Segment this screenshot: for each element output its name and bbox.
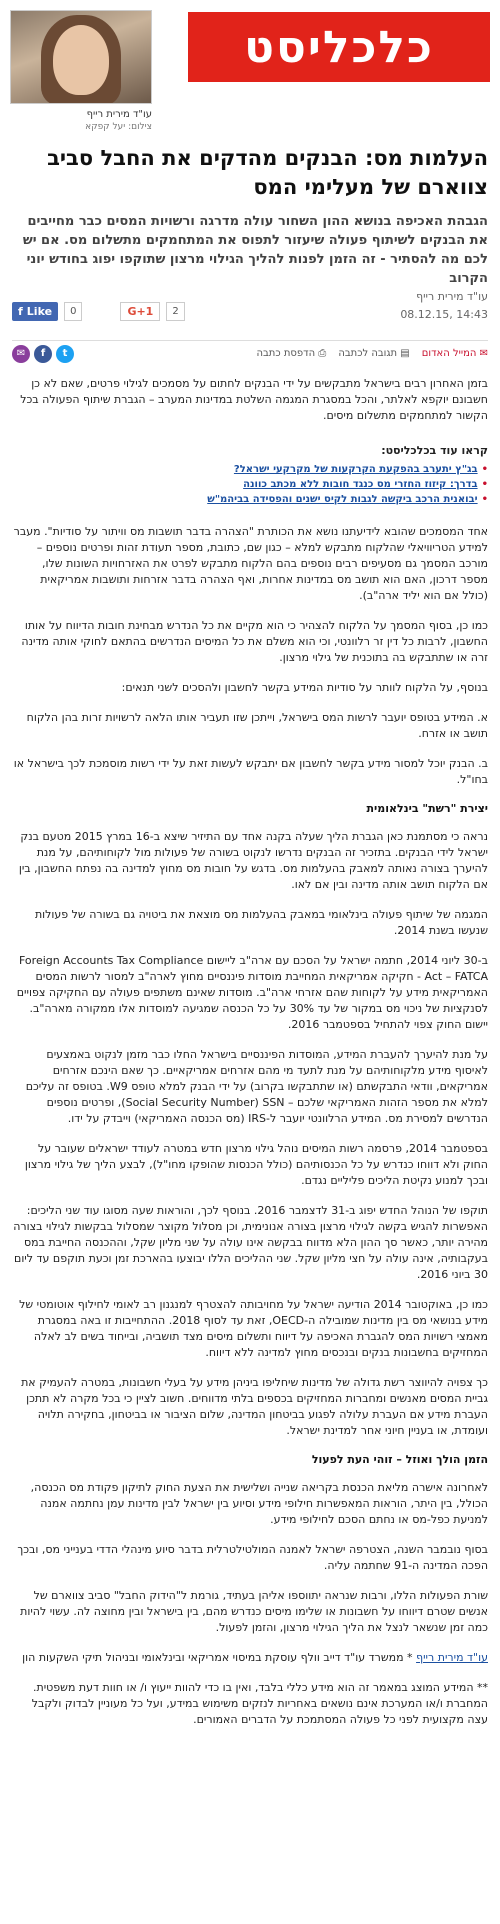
article-toolbar xyxy=(12,340,488,366)
facebook-like-button[interactable] xyxy=(12,302,58,321)
author-note xyxy=(12,1650,488,1666)
paragraph: על מנת להיערך להעברת המידע, המוסדות הפיננסיים בישראל החלו כבר מזמן לנקוט באמצעים לאיסוף מידע מלקוחותיהם על מנת לתעד מי מהם אזרחים אמריקאיים. כך שאם הינכם אזרחים אמריקאים, וודאי התבקשתם (או שתתבקשו בקרוב) על ידי הבנק למלא טופס W9. בטופס זה עליכם למלא את מספר הזהות האמריקאי שלכם – Social Security Number) SSN), ופרטים נוספים הנדרשים למסירת מס. המידע הרלוונטי יועבר ל-IRS (מס הכנסה האמריקאי) וייבדק על ידו. xyxy=(25,1048,488,1125)
paragraph: בספטמבר 2014, פרסמה רשות המיסים נוהל גילוי מרצון חדש במטרה לעודד ישראלים שעובר על החוק ולא דווחו כנדרש על כל הכנסותיהם (כולל הכנסות שהופקו מחו"ל), לבצע הליך של גילוי מרצון ובכך למנוע נקיטת הליכים פליליים נגדם. xyxy=(24,1142,488,1187)
paragraph: בסוף נובמבר השנה, הצטרפה ישראל לאמנה המולטילטרלית בדבר סיוע מינהלי הדדי בענייני מס, ובכך הפכה המדינה ה-91 שחתמה עליה. xyxy=(17,1543,488,1572)
author-photo-face xyxy=(53,25,109,95)
paragraph: לאחרונה אישרה מליאת הכנסת בקריאה שנייה ושלישית את הצעת החוק לתיקון פקודת מס הכנסה, הכולל, בין היתר, הוראות המאפשרות חילופי מידע וסיוע בין ישראל לבין מדינות עמן נחתמה אמנה למניעת כפל-מס או נחתם הסכם לחילופי מידע. xyxy=(30,1481,488,1526)
paragraph: אחד המסמכים שהובא לידיעתנו נושא את הכותרת "הצהרה בדבר תושבות מס וויתור על סודיות". מעבר למידע הטריוויאלי שהלקוח מתבקש למלא – כגון שם, כתובת, מספר תעודת זהות ופרטים נוספים – מורכב המסמך גם מסעיפים רבים נוספים בהם הלקוח מתבקש לפרט את האזרחויות השונות שלו, מספר דרכון, האם הוא תושב מס במדינות אחרות, ואף הצהרה בדבר אזרחות ותושבות אמריקאית (כולל אם הוא יליד ארה"ב). xyxy=(13,525,488,602)
toolbar-actions xyxy=(256,348,488,359)
facebook-like-label: Like xyxy=(26,305,53,318)
article-lead: בזמן האחרון רבים בישראל מתבקשים על ידי הבנקים לחתום על מסמכים לגילוי פרטים, שאם לא כן חשבונם יוקפא לאלתר, והכל במסגרת המגמה השלטת במדינות המערב – הגברת שיתוף הפעולה בכל הקשור למתחמקים מתשלום מיסים. xyxy=(20,377,488,422)
red-mail-link[interactable]: ✉ המייל האדום xyxy=(421,348,488,359)
paragraph: שורת הפעולות הללו, ורבות שנראה יתווספו אליהן בעתיד, גורמת ל"הידוק החבל" סביב צווארם של אנשים שטרם דיווחו על חשבונות או שלימו מיסים כנדרש מהם, בין בישראל ובין מחוצה לה. עשוי להיות כמה זמן שנשאר לנצל את הליך הגילוי מרצון, והזמן לפעול. xyxy=(20,1589,488,1634)
author-link[interactable]: עו"ד מירית רייף xyxy=(416,1651,488,1664)
author-name: עו"ד מירית רייף xyxy=(86,109,152,120)
author-caption xyxy=(10,108,152,134)
print-link[interactable]: ⎙ הדפסת כתבה xyxy=(256,348,327,359)
share-buttons xyxy=(12,302,185,321)
paragraph: המגמה של שיתוף פעולה בינלאומי במאבק בהעלמות מס מוצאת את ביטויה גם בשורה של פעולות שנעשו בשנת 2014. xyxy=(34,908,488,937)
paragraph: בנוסף, על הלקוח לוותר על סודיות המידע בקשר לחשבון ולהסכים לשני תנאים: xyxy=(121,681,488,694)
print-label: הדפסת כתבה xyxy=(256,348,316,359)
article-subtitle: הגבהת האכיפה בנושא ההון השחור עולה מדרגה ורשויות המסים כבר מחייבים את הבנקים לשיתוף פעולה שיעזור לתפוס את המתחמקים מתשלום מס. אם יש לכם מה להסתיר - זה הזמן לפנות להליך הגילוי מרצון שתוקפו יפוג בחודש יוני הקרוב xyxy=(22,214,488,286)
disclaimer: ** המידע המוצג במאמר זה הוא מידע כללי בלבד, ואין בו כדי להוות ייעוץ ו/ או חוות דעת משפטית. המחברת ו/או המערכת אינם נושאים באחריות לנזקים משימוש במידע, ועל כל מעוניין לבדוק ולקבל עצה מקצועית לפני כל פעולה המסתמכת על הדברים האמורים. xyxy=(31,1681,488,1726)
paragraph: כמו כן, בסוף המסמך על הלקוח להצהיר כי הוא מקיים את כל הנדרש מבחינת חובות הדיווח על אותו החשבון, לרבות כל דין זר רלוונטי, וכי הוא משלם את כל המיסים הנדרשים בהתאם לחוקי אותה מדינה זרה או שתתבקש בה בתוכנית של גילוי מרצון. xyxy=(21,619,488,664)
calcalist-logo[interactable] xyxy=(188,12,490,82)
paragraph: תוקפו של הנוהל החדש יפוג ב-31 לדצמבר 2016. בנוסף לכך, והוראות שעה מסוגו עוד שני הליכים: האפשרות להגיש בקשה לגילוי מרצון בצורה אנונימית, וכן מסלול מקוצר שמסלול בבקשות לגילוי בצורה מהירה יותר, כאשר סך ההון הלא מדווח בבקשה אינו עולה על שני מליון שקל, וההכנסה החייבת במס בעקבותיה, אינה עולה על חצי מליון שקל. שני ההליכים הללו יבוצעו בהארכת זמן וכעת תוקפם עד ליום 30 ביוני 2016. xyxy=(13,1204,488,1281)
red-mail-label: המייל האדום xyxy=(421,348,477,359)
paragraph: כמו כן, באוקטובר 2014 הודיעה ישראל על מחויבותה להצטרף למנגנון רב לאומי לחילוף אוטומטי של מידע בנושאי מס בין מדינות שמובילה ה-OECD, זאת עד לסוף 2018. ההתחייבות זו באה במסגרת מאמצי רשויות המס להגברת האכיפה על דיווח ותשלום מיסים מצד תושביה, ובייחוד בשים לב לאלה המחזיקים בחשבונות בנקים ובנכסים מחוץ למדינה ללא דיווח. xyxy=(19,1298,488,1359)
comment-label: תגובה לכתבה xyxy=(338,348,398,359)
article-title: העלמות מס: הבנקים מהדקים את החבל סביב צווארם של מעלימי המס xyxy=(47,146,488,199)
related-link[interactable]: • בדרך: קיזוז החזרי מס כנגד חובות ללא מכתב כוונה xyxy=(12,477,488,492)
social-icons xyxy=(12,345,74,363)
paragraph: א. המידע בטופס יועבר לרשות המס בישראל, וייתכן שזו תעביר אותו הלאה לרשויות זרות בהן הלקוח תושב או אזרח. xyxy=(26,711,488,740)
google-plus-count: 2 xyxy=(166,302,184,321)
author-note-text: * ממשרד עו"ד דייב וולף עוסקת במיסוי אמריקאי ובינלאומי ובניהול תיקי השקעות הון xyxy=(22,1651,413,1664)
logo-text: כלכליסט xyxy=(244,21,434,73)
article-body xyxy=(12,524,488,1742)
photo-credit: צילום: יעל קפקא xyxy=(85,122,152,132)
facebook-icon: f xyxy=(18,305,23,318)
google-plus-icon: G+1 xyxy=(127,305,154,318)
comment-link[interactable]: ▤ תגובה לכתבה xyxy=(338,348,410,359)
related-link[interactable]: • יבואנית הרכב ביקשה לגבות לקיס ישנים והפסידה בביהמ"ש xyxy=(12,492,488,507)
email-icon[interactable]: ✉ xyxy=(12,345,30,363)
twitter-icon[interactable]: t xyxy=(56,345,74,363)
section-heading: הזמן הולך ואוזל – זוהי העת לפעול xyxy=(311,1453,488,1466)
paragraph: ב. הבנק יוכל למסור מידע בקשר לחשבון אם יתבקש לעשות זאת על ידי רשות מוסמכת לכך בישראל או בחו"ל. xyxy=(13,757,488,786)
google-plus-button[interactable] xyxy=(120,302,160,321)
publish-date: 14:43 ,08.12.15 xyxy=(400,308,488,321)
paragraph: נראה כי מסתמנת כאן הגברת הליך שעלה בקנה אחד עם התיזיר שיצא ב-16 במרץ 2015 מטעם בנק ישראל לידי הבנקים. בתזכיר זה הבנקים נדרשו לנקוט בשורה של פעולות מול לקוחותיהם, על מנת להיערך בצורה נאותה למאבק בהעלמות מס. בדגש על חובות מס מחוץ למדינה בה נפתח החשבון, בין אם הלקוח תושב אותה מדינה ובין אם לאו. xyxy=(18,830,488,891)
related-heading: קראו עוד בכלכליסט: xyxy=(381,444,488,457)
header xyxy=(10,6,490,132)
paragraph: כך צפויה להיווצר רשת גדולה של מדינות שיחליפו ביניהן מידע על בעלי חשבונות, במטרה להעמיק את גביית המסים מאנשים ומחברות המחזיקים בכספים בלתי מדווחים. חשוב לציין כי בכל מקרה לא תתכן העברת מידע אם העברת עלולה לפגוע בביטחון המדינה, שלום הציבור או בביטחון, בחקירה תלויה ועומדת, או בעניין חיוני אחר למדינת ישראל. xyxy=(21,1376,488,1437)
related-articles xyxy=(12,444,488,507)
author-photo xyxy=(10,10,152,104)
facebook-share-icon[interactable]: f xyxy=(34,345,52,363)
related-link[interactable]: • בג"ץ יתערב בהפקעת הקרקעות של מקרקעי ישראל? xyxy=(12,462,488,477)
byline[interactable]: עו"ד מירית רייף xyxy=(416,290,488,303)
facebook-like-count: 0 xyxy=(64,302,82,321)
paragraph: ב-30 ליוני 2014, חתמה ישראל על הסכם עם ארה"ב ליישום Foreign Accounts Tax Compliance Act – FATCA - חקיקה אמריקאית המחייבת מוסדות פיננסיים מחוץ לארה"ב למסור לרשות המסים האמריקאית מידע על לקוחות שהם אזרחי ארה"ב. מוסדות שאינם משתפים פעולה עם החקיקה צפויים לסנקציות של ניכוי מס במקור של עד 30% על כל הכנסה שמגיעה למוסדות אלו ממקורה מארה"ב. יישום החוק צפוי להתחיל בספטמבר 2016. xyxy=(16,954,488,1031)
section-heading: יצירת "רשת" בינלאומית xyxy=(366,802,488,815)
